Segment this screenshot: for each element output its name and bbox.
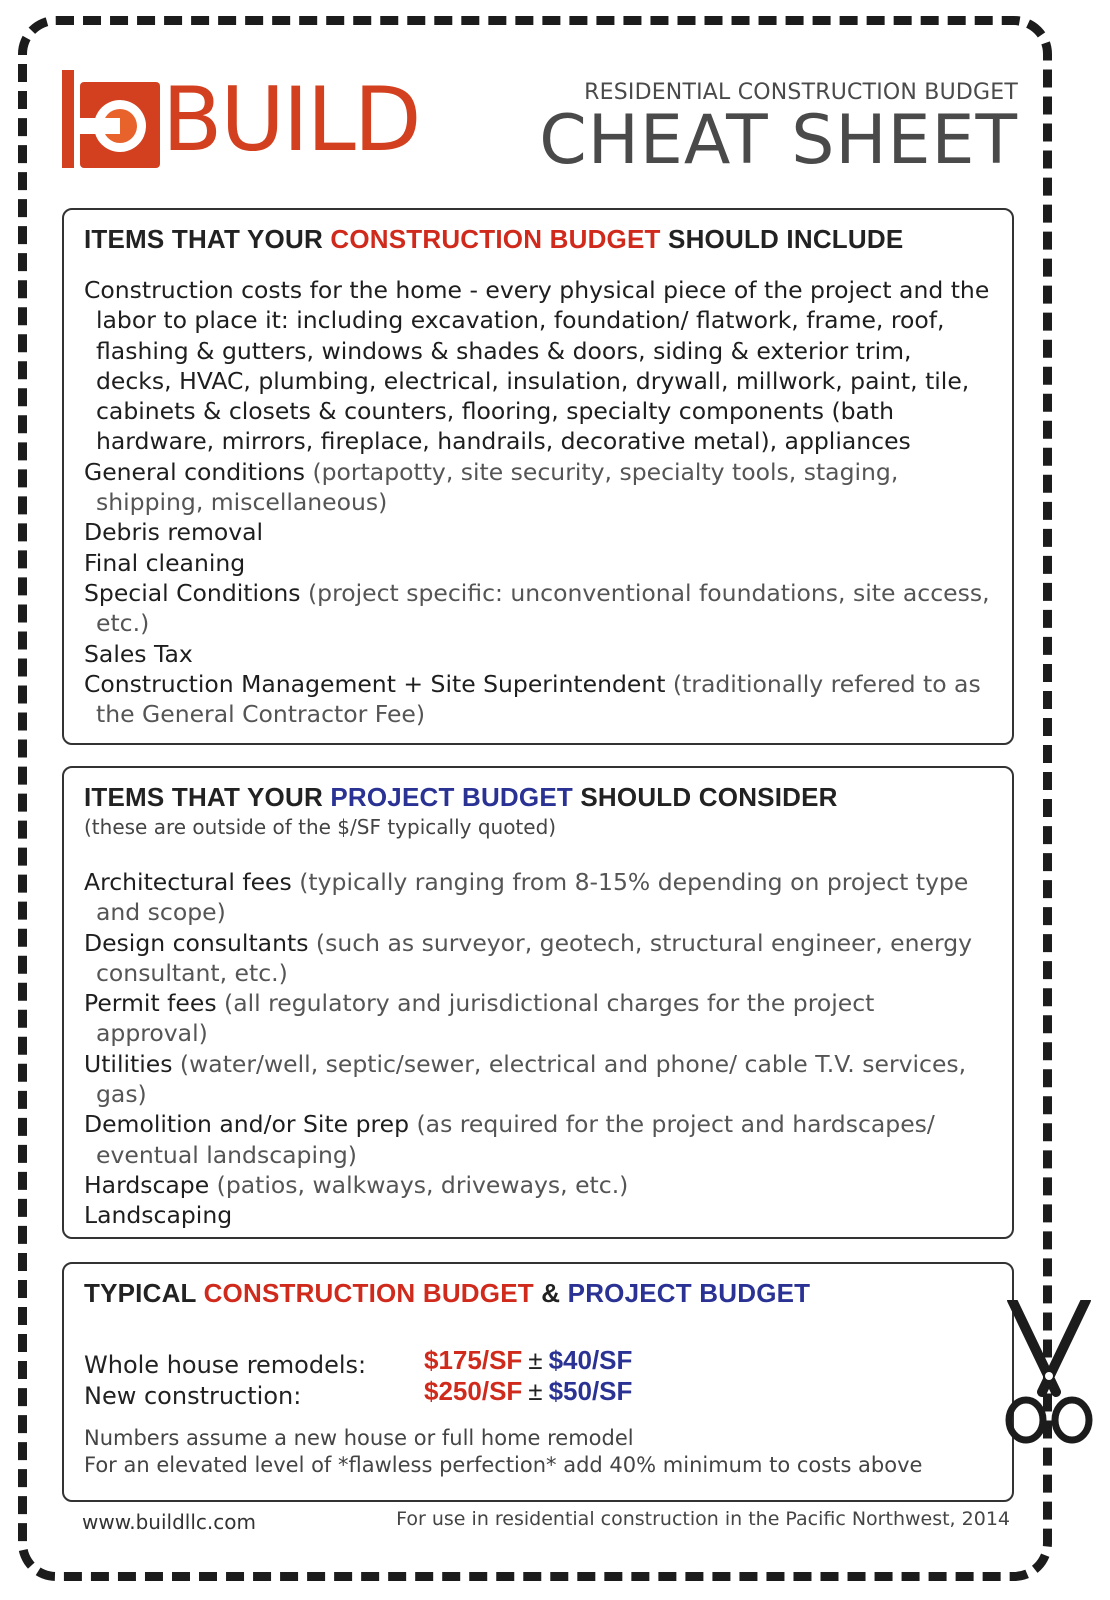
project-rate: $50/SF	[548, 1376, 633, 1406]
section-heading	[84, 224, 992, 255]
item-lead: General conditions	[84, 457, 305, 486]
heading-accent: PROJECT BUDGET	[330, 782, 573, 812]
item-lead: Debris removal	[84, 518, 264, 547]
heading-text: SHOULD INCLUDE	[660, 224, 904, 254]
plus-minus: ±	[528, 1345, 543, 1375]
list-item	[84, 517, 992, 547]
item-detail: (such as surveyor, geotech, structural engineer, energy consultant, etc.)	[96, 928, 973, 987]
project-budget-section	[62, 766, 1014, 1239]
list-item	[84, 548, 992, 578]
footnotes	[84, 1425, 992, 1479]
include-list	[84, 275, 992, 729]
heading-text: ITEMS THAT YOUR	[84, 224, 331, 254]
rates-table	[84, 1333, 992, 1410]
list-item	[84, 669, 992, 730]
item-detail: (typically ranging from 8-15% depending on project type and scope)	[96, 868, 969, 927]
item-detail: (patios, walkways, driveways, etc.)	[209, 1170, 629, 1199]
heading-blue: PROJECT BUDGET	[567, 1278, 811, 1308]
website-link[interactable]: www.buildllc.com	[82, 1510, 256, 1534]
item-lead: Utilities	[84, 1049, 173, 1078]
list-item	[84, 1109, 992, 1170]
footnote: Numbers assume a new house or full home remodel	[84, 1426, 634, 1450]
construction-rate: $175/SF	[424, 1345, 523, 1375]
section-heading	[84, 782, 992, 813]
scissors-icon	[1004, 1300, 1094, 1450]
plus-minus: ±	[528, 1376, 543, 1406]
item-lead: Construction Management + Site Superintendent	[84, 669, 666, 698]
rate-values	[424, 1345, 632, 1376]
rate-label: Whole house remodels:	[84, 1351, 367, 1379]
item-lead: Special Conditions	[84, 578, 301, 607]
build-logo	[62, 56, 442, 176]
footnote: For an elevated level of *flawless perfection* add 40% minimum to costs above	[84, 1453, 923, 1477]
item-lead: Hardscape	[84, 1170, 210, 1199]
list-item	[84, 928, 992, 989]
heading-text: SHOULD CONSIDER	[572, 782, 838, 812]
heading-accent: CONSTRUCTION BUDGET	[330, 224, 661, 254]
item-detail: (all regulatory and jurisdictional charges for the project approval)	[96, 989, 875, 1048]
rate-values	[424, 1376, 632, 1407]
list-item	[84, 1200, 992, 1230]
list-item	[84, 988, 992, 1049]
heading-text: ITEMS THAT YOUR	[84, 782, 331, 812]
typical-budget-section	[62, 1262, 1014, 1502]
page-header	[539, 80, 1018, 180]
list-item	[84, 275, 992, 457]
item-detail: (portapotty, site security, specialty tools, staging, shipping, miscellaneous)	[96, 457, 899, 517]
item-lead: Final cleaning	[84, 548, 246, 577]
heading-text: TYPICAL	[84, 1278, 204, 1308]
rate-row	[84, 1376, 633, 1410]
list-item	[84, 578, 992, 639]
footer-disclaimer: For use in residential construction in the Pacific Northwest, 2014	[396, 1508, 1010, 1530]
list-item	[84, 639, 992, 669]
construction-budget-section	[62, 208, 1014, 745]
rate-row	[84, 1345, 633, 1379]
rate-label: New construction:	[84, 1382, 302, 1410]
item-detail: (water/well, septic/sewer, electrical and phone/ cable T.V. services, gas)	[96, 1049, 967, 1109]
section-note: (these are outside of the $/SF typically quoted)	[84, 815, 557, 839]
consider-list	[84, 867, 992, 1231]
list-item	[84, 867, 992, 928]
item-lead: Permit fees	[84, 989, 217, 1018]
list-item	[84, 1049, 992, 1110]
heading-text: &	[533, 1278, 568, 1308]
list-item	[84, 457, 992, 518]
item-detail: (as required for the project and hardscapes/ eventual landscaping)	[96, 1110, 935, 1169]
item-detail: (traditionally refered to as the General Contractor Fee)	[96, 669, 981, 729]
project-rate: $40/SF	[548, 1345, 633, 1375]
page-title: CHEAT SHEET	[539, 101, 1018, 180]
heading-red: CONSTRUCTION BUDGET	[203, 1278, 534, 1308]
section-heading	[84, 1278, 992, 1309]
build-logo-mark-icon	[62, 70, 162, 168]
list-item	[84, 1170, 992, 1200]
item-lead: Design consultants	[84, 928, 309, 957]
header-subtitle: RESIDENTIAL CONSTRUCTION BUDGET	[584, 80, 1018, 105]
logo-wordmark: BUILD	[162, 68, 420, 171]
item-lead: Sales Tax	[84, 639, 193, 668]
construction-rate: $250/SF	[424, 1376, 523, 1406]
item-lead: Architectural fees	[84, 868, 292, 896]
item-detail: (project specific: unconventional foundations, site access, etc.)	[96, 578, 990, 638]
item-lead: Landscaping	[84, 1201, 233, 1230]
item-lead: Construction costs for the home - every physical piece of the project and the labor to place it: including excavation, foundation/ flatwork, frame, roof, flashing & gutters, windows & shades & doors, siding & exterior trim, decks, HVAC, plumbing, electrical, insulation, drywall, millwork, paint, tile, cabinets & closets & counters, flooring, specialty components (bath hardware, mirrors, fireplace, handrails, decorative metal), appliances	[84, 276, 990, 456]
item-lead: Demolition and/or Site prep	[84, 1110, 410, 1139]
